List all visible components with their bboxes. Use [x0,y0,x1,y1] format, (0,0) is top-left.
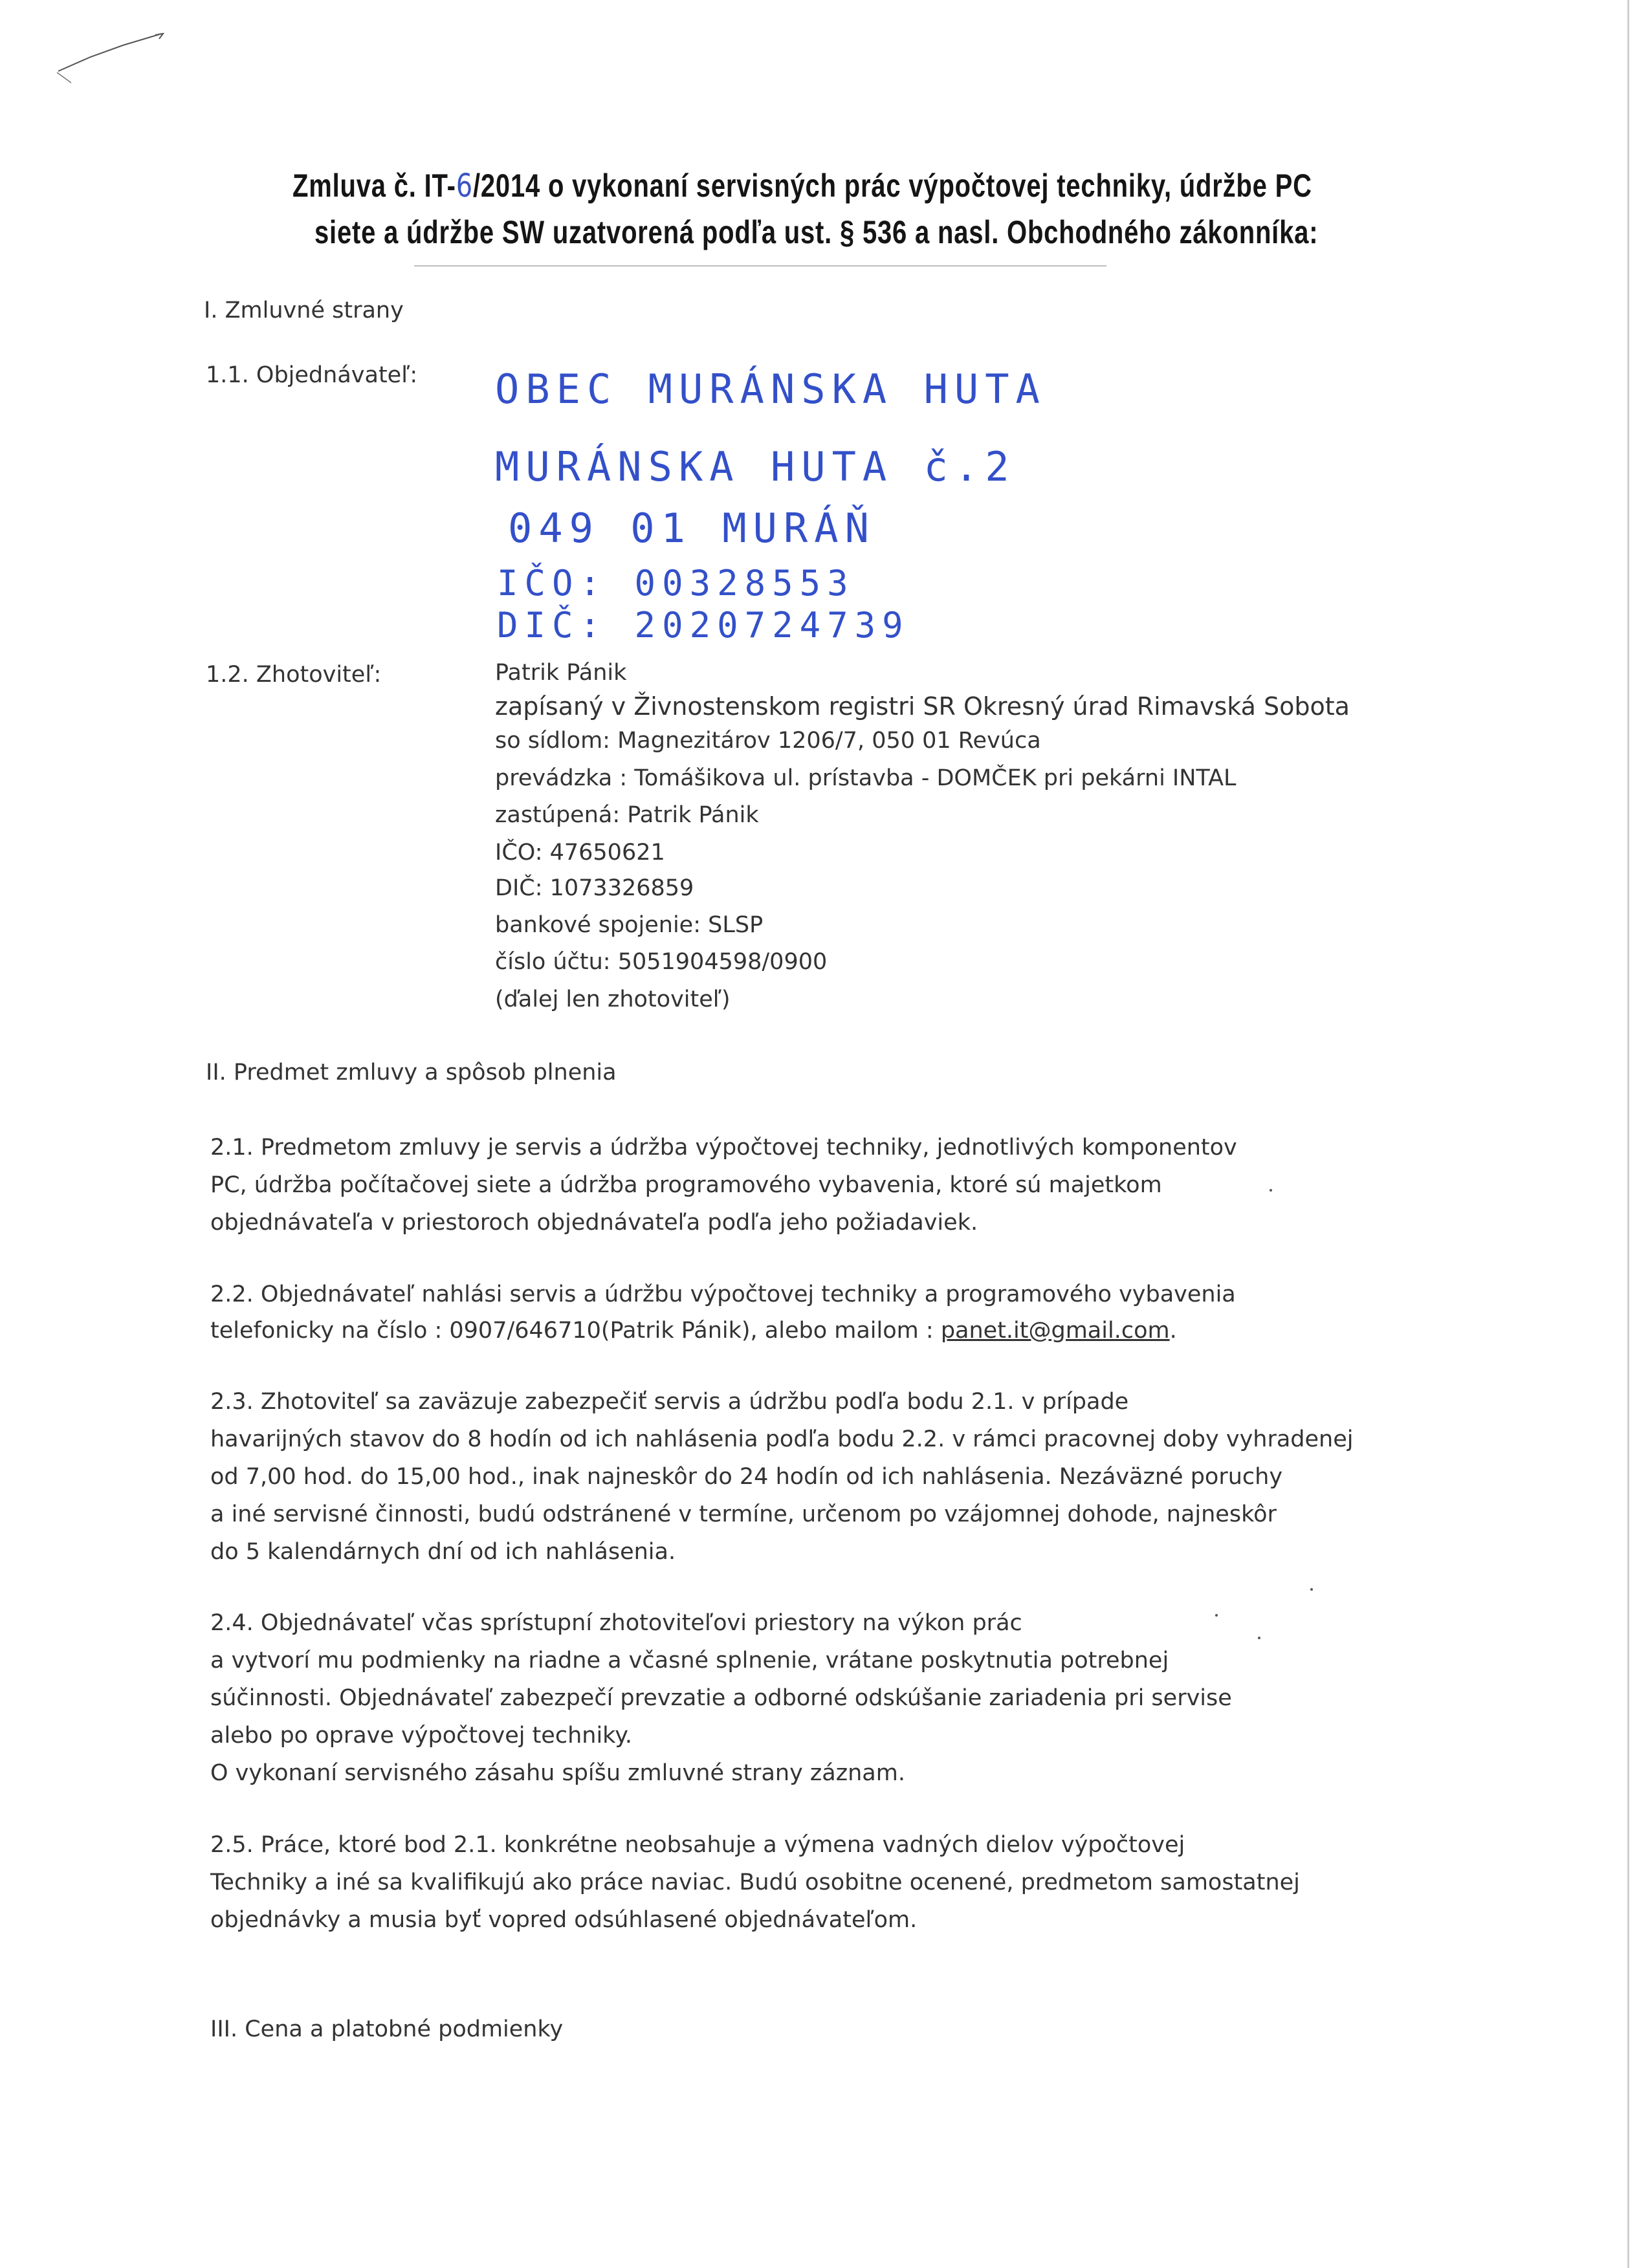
title-handwritten-number: 6 [456,167,473,204]
paragraph-line: 2.2. Objednávateľ nahlási servis a údržbu výpočtovej techniky a programového vybavenia [210,1281,1236,1307]
paragraph-line: do 5 kalendárnych dní od ich nahlásenia. [210,1539,676,1565]
title-line2: siete a údržbe SW uzatvorená podľa ust. § 536 a nasl. Obchodného zákonníka: [314,214,1319,250]
paragraph-line: PC, údržba počítačovej siete a údržba programového vybavenia, ktoré sú majetkom [210,1172,1162,1198]
section-3-heading: III. Cena a platobné podmienky [210,2016,564,2042]
paragraph-line: 2.3. Zhotoviteľ sa zaväzuje zabezpečiť servis a údržbu podľa bodu 2.1. v prípade [210,1389,1129,1415]
paragraph-line: súčinnosti. Objednávateľ zabezpečí prevzatie a odborné odskúšanie zariadenia pri servise [210,1685,1232,1711]
client-handwritten-line: IČO: 00328553 [497,563,855,604]
client-handwritten-line: 049 01 MURÁŇ [508,505,875,552]
client-label: 1.1. Objednávateľ: [206,362,418,388]
paragraph-line: objednávky a musia byť vopred odsúhlasené objednávateľom. [210,1907,918,1933]
paragraph-line-end: . [1169,1318,1177,1344]
scan-edge-line [1627,0,1629,2268]
title-underline [414,265,1106,267]
title-line1-end: /2014 o vykonaní servisných prác výpočtovej techniky, údržbe PC [472,168,1312,204]
paragraph-line: O vykonaní servisného zásahu spíšu zmluvné strany záznam. [210,1760,905,1786]
paragraph-line: telefonicky na číslo : 0907/646710(Patrik Pánik), alebo mailom : [210,1318,941,1344]
scan-speck [1258,1637,1260,1639]
contractor-line: číslo účtu: 5051904598/0900 [495,949,828,975]
contractor-line: (ďalej len zhotoviteľ) [495,987,731,1012]
paragraph-line: a vytvorí mu podmienky na riadne a včasné splnenie, vrátane poskytnutia potrebnej [210,1648,1169,1674]
paragraph-line: objednávateľa v priestoroch objednávateľa podľa jeho požiadaviek. [210,1210,978,1236]
client-handwritten-line: MURÁNSKA HUTA č.2 [495,443,1016,490]
paragraph-line: 2.1. Predmetom zmluvy je servis a údržba výpočtovej techniky, jednotlivých komponentov [210,1135,1237,1161]
email-link[interactable]: panet.it@gmail.com [940,1318,1170,1344]
scan-speck [1270,1189,1272,1192]
paragraph-line: a iné servisné činnosti, budú odstránené v termíne, určenom po vzájomnej dohode, najneskôr [210,1501,1277,1527]
contractor-label: 1.2. Zhotoviteľ: [206,662,382,688]
contractor-line: Patrik Pánik [495,660,627,686]
paragraph-line: alebo po oprave výpočtovej techniky. [210,1723,633,1749]
section-2-heading: II. Predmet zmluvy a spôsob plnenia [206,1060,617,1085]
paragraph-line: 2.4. Objednávateľ včas sprístupní zhotoviteľovi priestory na výkon prác [210,1610,1022,1636]
contractor-line: DIČ: 1073326859 [495,875,694,901]
contractor-line: so sídlom: Magnezitárov 1206/7, 050 01 Revúca [495,728,1041,754]
pen-stroke-mark [52,26,181,91]
contractor-line: zastúpená: Patrik Pánik [495,802,759,828]
contractor-line: bankové spojenie: SLSP [495,912,764,938]
paragraph-line: Techniky a iné sa kvalifikujú ako práce naviac. Budú osobitne ocenené, predmetom samostatnej [210,1870,1300,1895]
client-handwritten-line: DIČ: 2020724739 [497,605,910,646]
title-line1-start: Zmluva č. IT- [292,168,456,204]
contractor-line: IČO: 47650621 [495,840,665,866]
scan-speck [1310,1588,1313,1591]
paragraph-line: od 7,00 hod. do 15,00 hod., inak najneskôr do 24 hodín od ich nahlásenia. Nezáväzné poruchy [210,1464,1283,1490]
paragraph-line: havarijných stavov do 8 hodín od ich nahlásenia podľa bodu 2.2. v rámci pracovnej doby vyhradenej [210,1426,1354,1452]
client-handwritten-line: OBEC MURÁNSKA HUTA [495,365,1046,413]
contractor-line: zapísaný v Živnostenskom registri SR Okresný úrad Rimavská Sobota [495,692,1350,721]
paragraph-line: 2.5. Práce, ktoré bod 2.1. konkrétne neobsahuje a výmena vadných dielov výpočtovej [210,1832,1185,1858]
section-1-heading: I. Zmluvné strany [204,298,404,323]
scan-speck [1215,1614,1218,1617]
contractor-line: prevádzka : Tomášikova ul. prístavba - DOMČEK pri pekárni INTAL [495,765,1237,791]
